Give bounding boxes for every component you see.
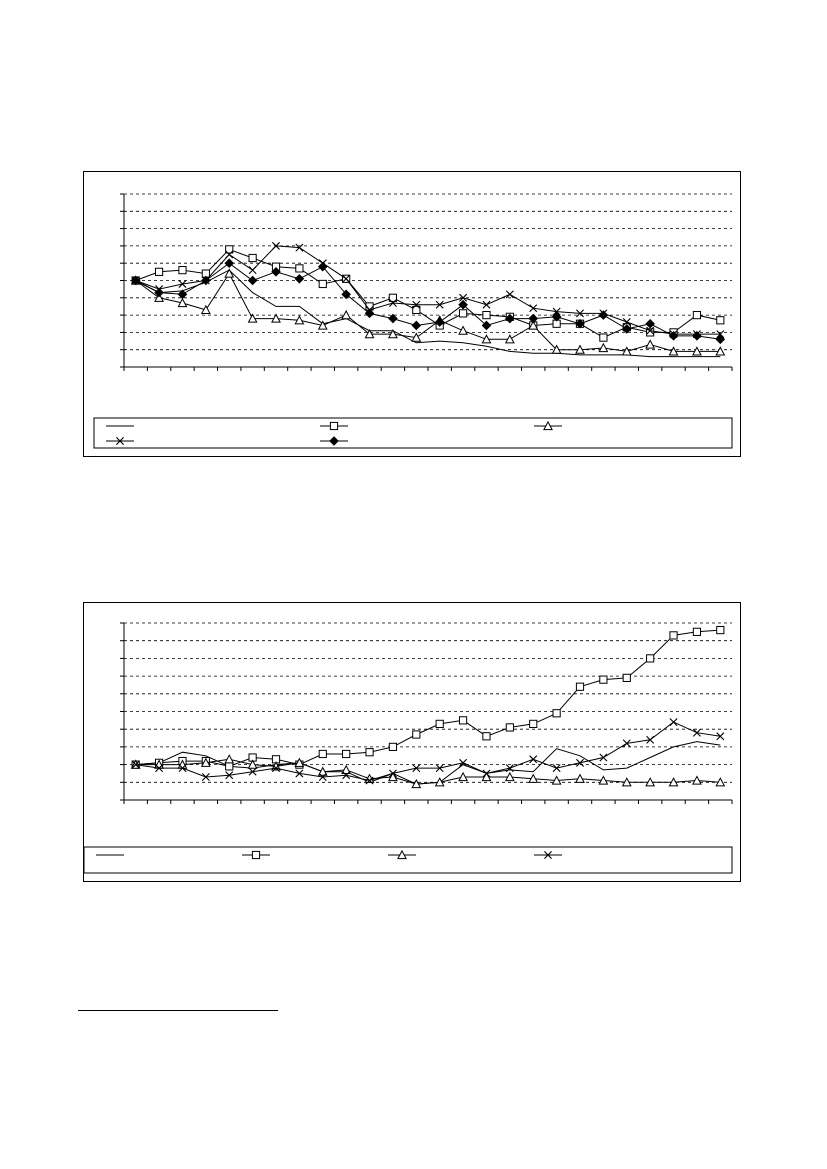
chart-1-series-3-line [136,274,721,352]
chart-1-series-5 [132,259,725,343]
chart-1-series-2-point [179,267,186,274]
chart-2-series-2-point [459,717,466,724]
chart-1-series-3-point [342,311,350,319]
chart-2-series-2-point [530,720,537,727]
chart-1-series-5-point [249,276,257,284]
chart-1-series-4-point [506,291,513,298]
chart-1-series-4-point [249,267,256,274]
chart-1-legend [94,418,732,448]
chart-2-series-2-point [693,628,700,635]
chart-2-series-1 [136,742,721,785]
chart-2-plot-area [84,603,740,881]
chart-1-series-5-point [295,275,303,283]
chart-1-series-2-point [319,280,326,287]
chart-2-legend [84,847,732,873]
chart-1-series-5-point [225,259,233,267]
chart-2-series-3-point [225,755,233,763]
chart-2-series-4-point [459,759,466,766]
chart-2-series-4-line [136,722,721,780]
footnote-separator [78,1010,278,1011]
chart-2-series-2 [132,626,724,769]
chart-2-series-2-point [506,724,513,731]
chart-2-series-2-point [436,720,443,727]
chart-1-series-2-point [296,265,303,272]
chart-2-series-2-point [389,743,396,750]
chart-2-series-2-point [717,626,724,633]
chart-2-series-4-point [553,765,560,772]
chart-2-series-2-point [366,749,373,756]
chart-2-series-3 [132,755,725,787]
chart-2-series-2-point [319,750,326,757]
chart-2-legend-marker [252,851,259,858]
chart-1-series-2-point [600,334,607,341]
chart-1-series-3-point [459,327,467,335]
chart-2-series-2-point [647,655,654,662]
chart-2-series-4-point [506,765,513,772]
chart-2-series-4 [132,719,724,785]
chart-1-series-5-line [136,263,721,339]
chart-2-series-1-line [136,742,721,785]
chart-1-series-2-point [155,268,162,275]
chart-2-series-4-point [600,754,607,761]
chart-2-series-4-point [530,756,537,763]
chart-2-series-2-point [600,676,607,683]
chart-2-series-2-point [553,710,560,717]
chart-2-series-2-point [576,683,583,690]
chart-2-series-3-line [136,759,721,784]
chart-1-series-5-point [389,314,397,322]
chart-2-series-4-point [670,719,677,726]
chart-1-series-2-point [717,317,724,324]
chart-1-plot-area [84,172,740,456]
chart-2-series-2-point [343,750,350,757]
chart-2-series-4-point [576,759,583,766]
chart-1-series-3-point [202,306,210,314]
chart-1-series-5-point [412,321,420,329]
chart-1-legend-marker [330,422,337,429]
chart-1-series-5-point [646,320,654,328]
chart-2-series-2-point [226,763,233,770]
chart-1-series-4-point [483,301,490,308]
chart-1-series-3-point [646,340,654,348]
chart-1-series-4-line [136,246,721,334]
chart-2-series-2-point [413,731,420,738]
chart-2 [83,602,741,882]
chart-2-legend-box [84,847,732,873]
chart-2-series-2-point [670,632,677,639]
chart-1-series-5-point [693,332,701,340]
chart-2-series-2-point [483,733,490,740]
chart-1-series-2-point [693,312,700,319]
chart-1 [83,171,741,457]
chart-2-series-2-line [136,630,721,766]
chart-2-series-2-point [623,674,630,681]
chart-1-series-2-point [249,254,256,261]
chart-1-series-5-point [599,311,607,319]
chart-1-legend-box [94,418,732,448]
chart-1-series-2-point [483,312,490,319]
chart-1-series-2-point [459,310,466,317]
